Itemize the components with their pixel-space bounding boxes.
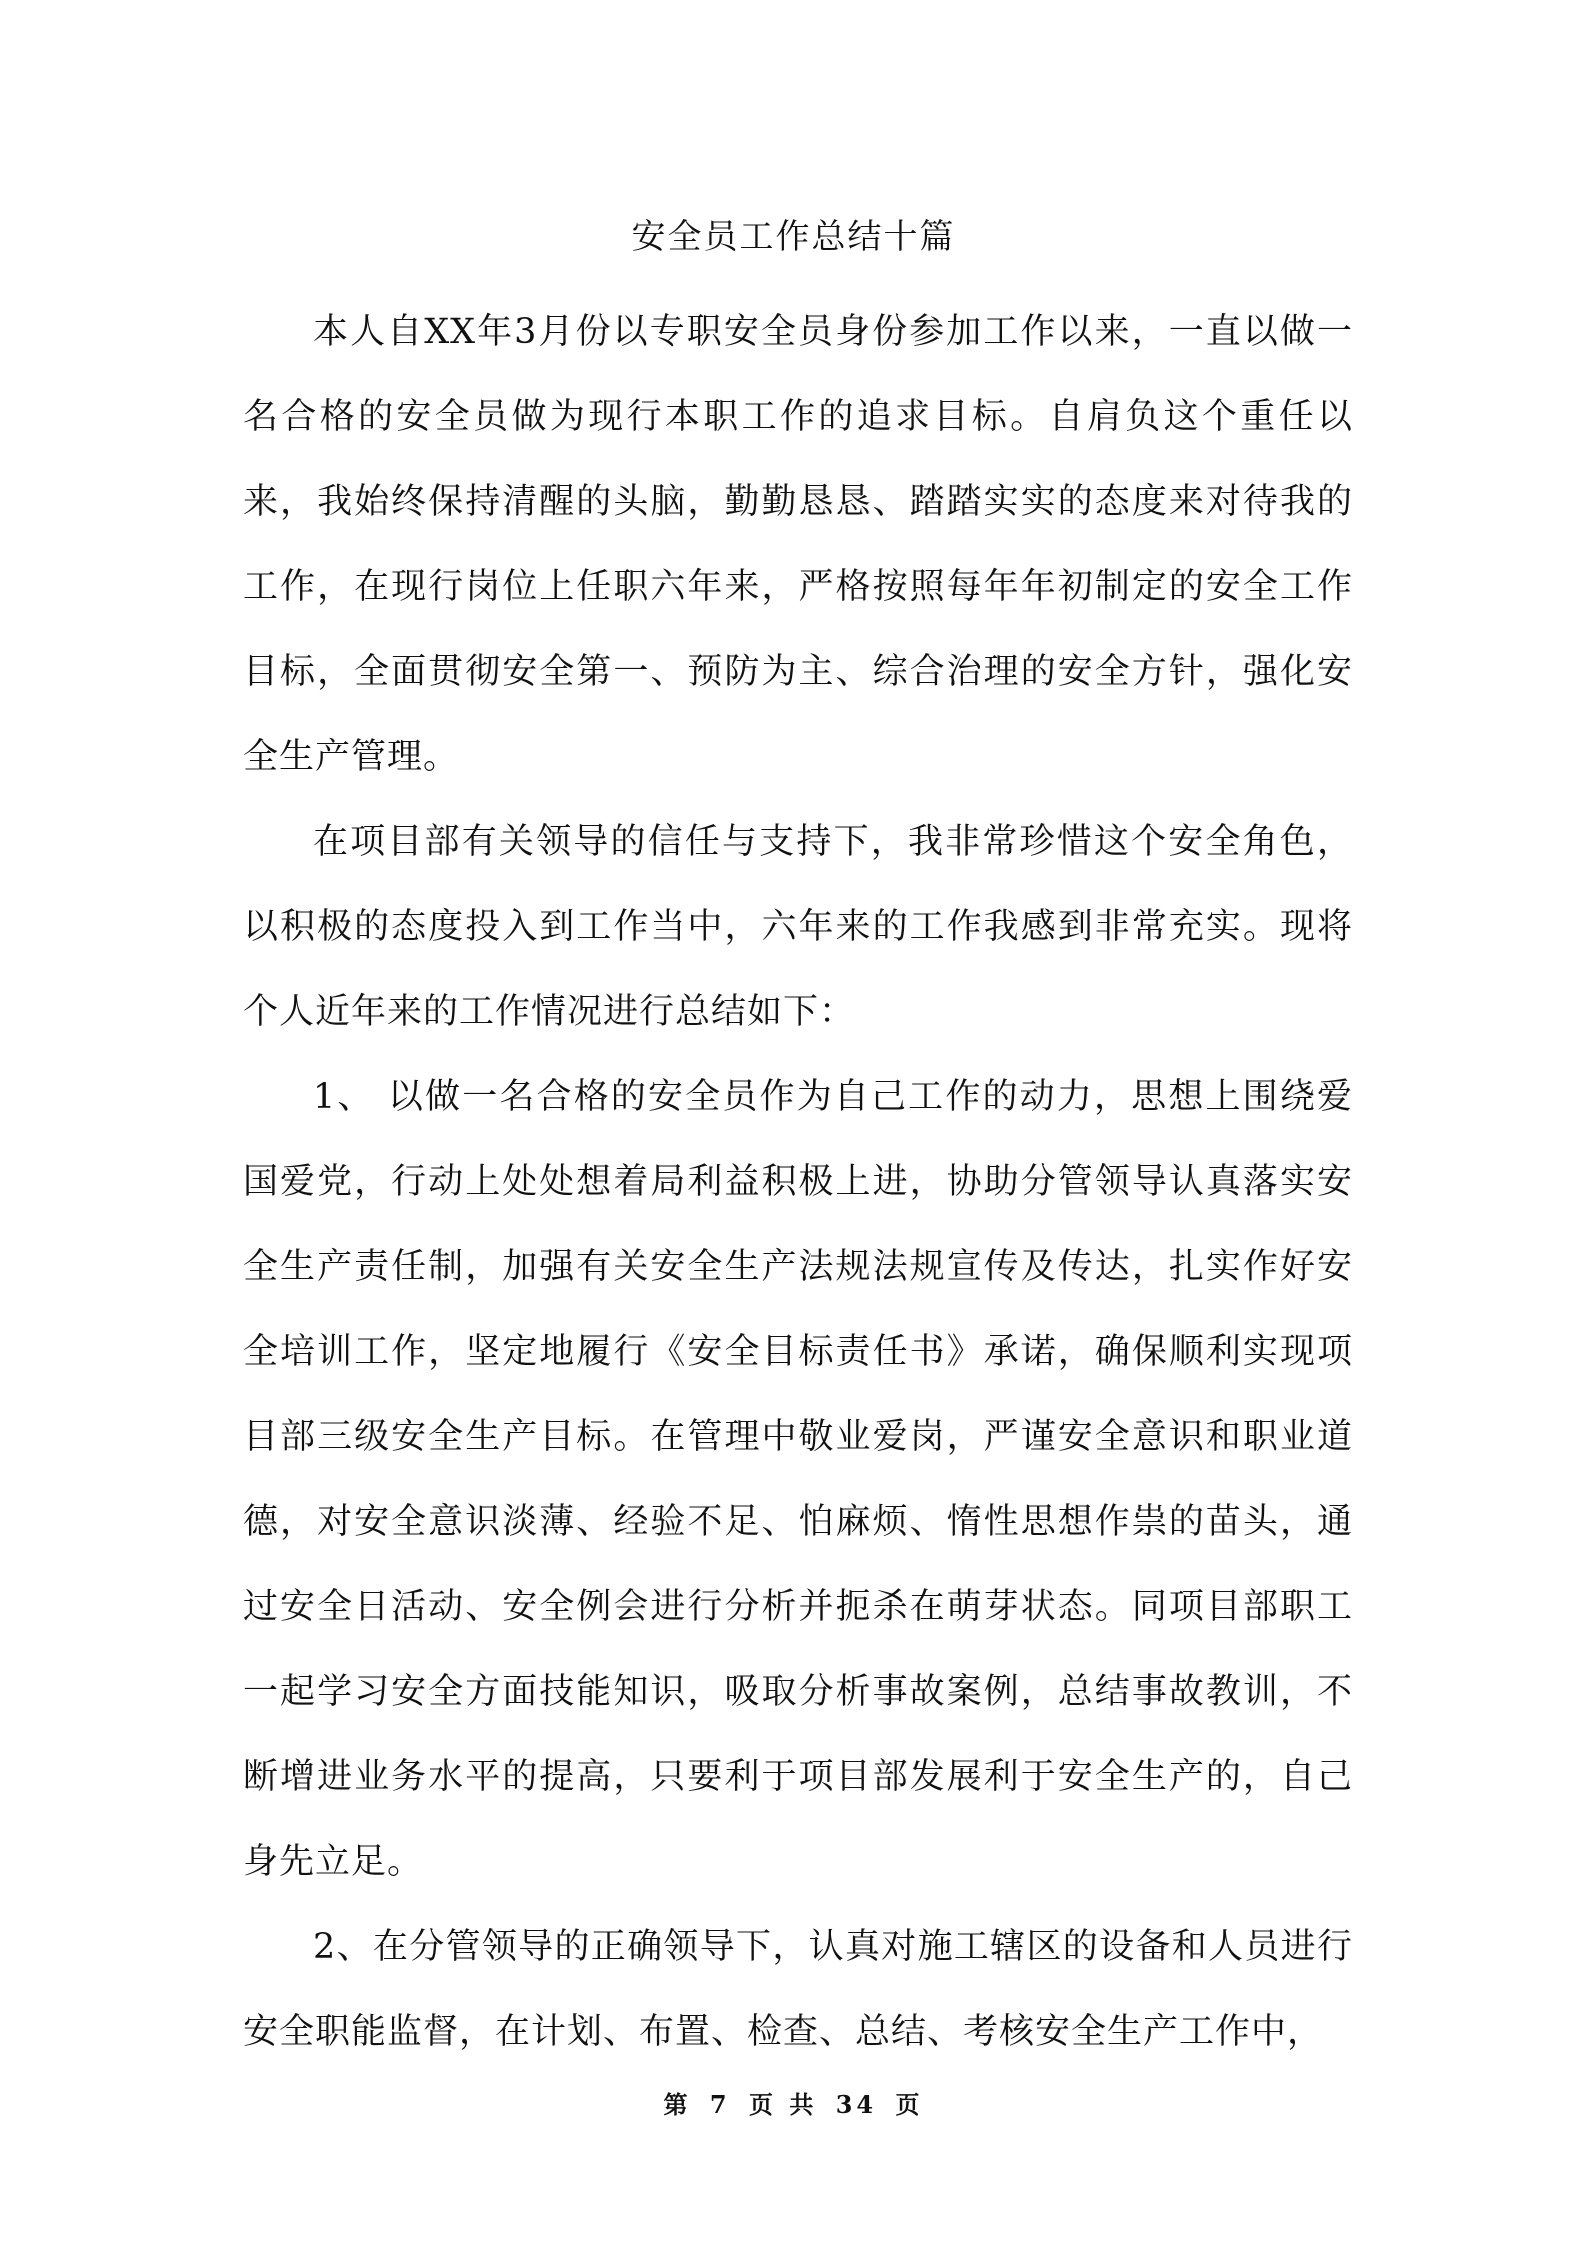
footer-middle: 页 共: [748, 2090, 818, 2119]
paragraph-item-1: 1、 以做一名合格的安全员作为自己工作的动力，思想上围绕爱国爱党，行动上处处想着局利益积极上进，协助分管领导认真落实安全生产责任制，加强有关安全生产法规法规宣传及传达，扎实作好安全培训工作，坚定地履行《安全目标责任书》承诺，确保顺利实现项目部三级安全生产目标。在管理中敬业爱岗，严谨安全意识和职业道德，对安全意识淡薄、经验不足、怕麻烦、惰性思想作祟的苗头，通过安全日活动、安全例会进行分析并扼杀在萌芽状态。同项目部职工一起学习安全方面技能知识，吸取分析事故案例，总结事故教训，不断增进业务水平的提高，只要利于项目部发展利于安全生产的，自己身先立足。: [243, 1077, 1353, 1882]
footer-total-pages: 34: [835, 2090, 878, 2119]
paragraph-intro: 本人自XX年3月份以专职安全员身份参加工作以来，一直以做一名合格的安全员做为现行本职工作的追求目标。自肩负这个重任以来，我始终保持清醒的头脑，勤勤恳恳、踏踏实实的态度来对待我的工作，在现行岗位上任职六年来，严格按照每年年初制定的安全工作目标，全面贯彻安全第一、预防为主、综合治理的安全方针，强化安全生产管理。: [243, 312, 1353, 777]
document-body: [243, 290, 1353, 2075]
footer-prefix: 第: [663, 2090, 692, 2119]
paragraph-item-2: 2、在分管领导的正确领导下，认真对施工辖区的设备和人员进行安全职能监督，在计划、布置、检查、总结、考核安全生产工作中，: [243, 1927, 1353, 2052]
footer-page-number: 7: [709, 2090, 731, 2119]
paragraph-summary-lead: 在项目部有关领导的信任与支持下，我非常珍惜这个安全角色，以积极的态度投入到工作当中，六年来的工作我感到非常充实。现将个人近年来的工作情况进行总结如下：: [243, 822, 1353, 1032]
footer-suffix: 页: [895, 2090, 924, 2119]
page-footer: [0, 2085, 1587, 2120]
document-title: 安全员工作总结十篇: [631, 217, 956, 257]
